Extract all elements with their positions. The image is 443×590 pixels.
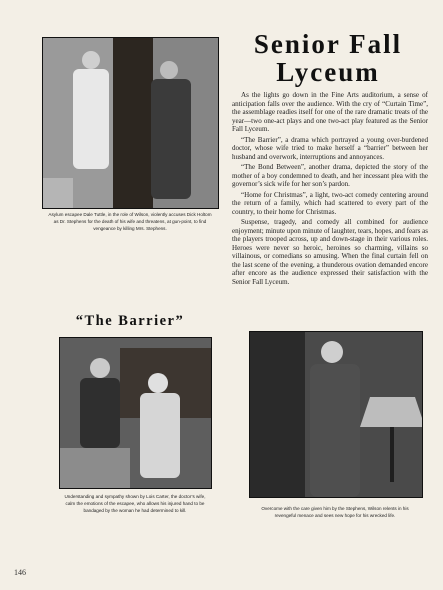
title-line-1: Senior Fall bbox=[253, 29, 403, 59]
caption-bottom-left-photo: Understanding and sympathy shown by Lois Carter, the doctor’s wife, calm the emotions of the escapee, who allows his injured hand to be bandaged by the woman he had determined to kill. bbox=[64, 494, 206, 513]
photo-bandage-scene bbox=[59, 337, 212, 489]
page-number: 146 bbox=[14, 568, 26, 577]
caption-top-photo: Asylum escapee Dale Tuttle, in the role of Wilson, violently accuses Dick Holtom as Dr. Stephens for the death of his wife and threatens, at gun-point, to find vengeance by killing Mrs. Stephens. bbox=[48, 212, 212, 231]
article-paragraph: “Home for Christmas”, a light, two-act comedy centering around the return of a family, which had scattered to every part of the country, to their home for Christmas. bbox=[232, 190, 428, 216]
photo-lamp-scene bbox=[249, 331, 423, 498]
article-paragraph: Suspense, tragedy, and comedy all combined for audience enjoyment; minute upon minute of laughter, tears, hopes, and fears as the players trooped across, up and down-stage in their various roles. Heroes were never so heroic, heroines so charming, villains so villainous, or comedians so amusing. When the final curtain fell on the last scene of the evening, a thunderous ovation demanded encore after encore as the audience expressed their satisfaction with the Senior Fall Lyceum. bbox=[232, 218, 428, 286]
title-line-2: Lyceum bbox=[276, 57, 380, 87]
play-subhead: “The Barrier” bbox=[75, 313, 185, 329]
article-paragraph: “The Barrier”, a drama which portrayed a young over-burdened doctor, whose wife tried to make herself a “barrier” between her husband and overwork, interruptions and annoyances. bbox=[232, 135, 428, 161]
article-paragraph: As the lights go down in the Fine Arts auditorium, a sense of anticipation falls over the audience. With the cry of “Curtain Time”, the assemblage readies itself for one of the rare dramatic treats of the year—two one-act plays and one two-act play featured as the Senior Fall Lyceum. bbox=[232, 91, 428, 133]
caption-bottom-right-photo: Overcome with the care given him by the Stephens, Wilson relents in his revengeful menace and sees new hope for his wrecked life. bbox=[261, 506, 409, 518]
photo-top-gun-scene bbox=[42, 37, 219, 209]
article-paragraph: “The Bond Between”, another drama, depicted the story of the mother of a boy condemned to death, and her incessant plea with the governor’s sick wife for her son’s pardon. bbox=[232, 163, 428, 188]
page-title bbox=[222, 30, 434, 86]
article-body bbox=[232, 91, 428, 288]
